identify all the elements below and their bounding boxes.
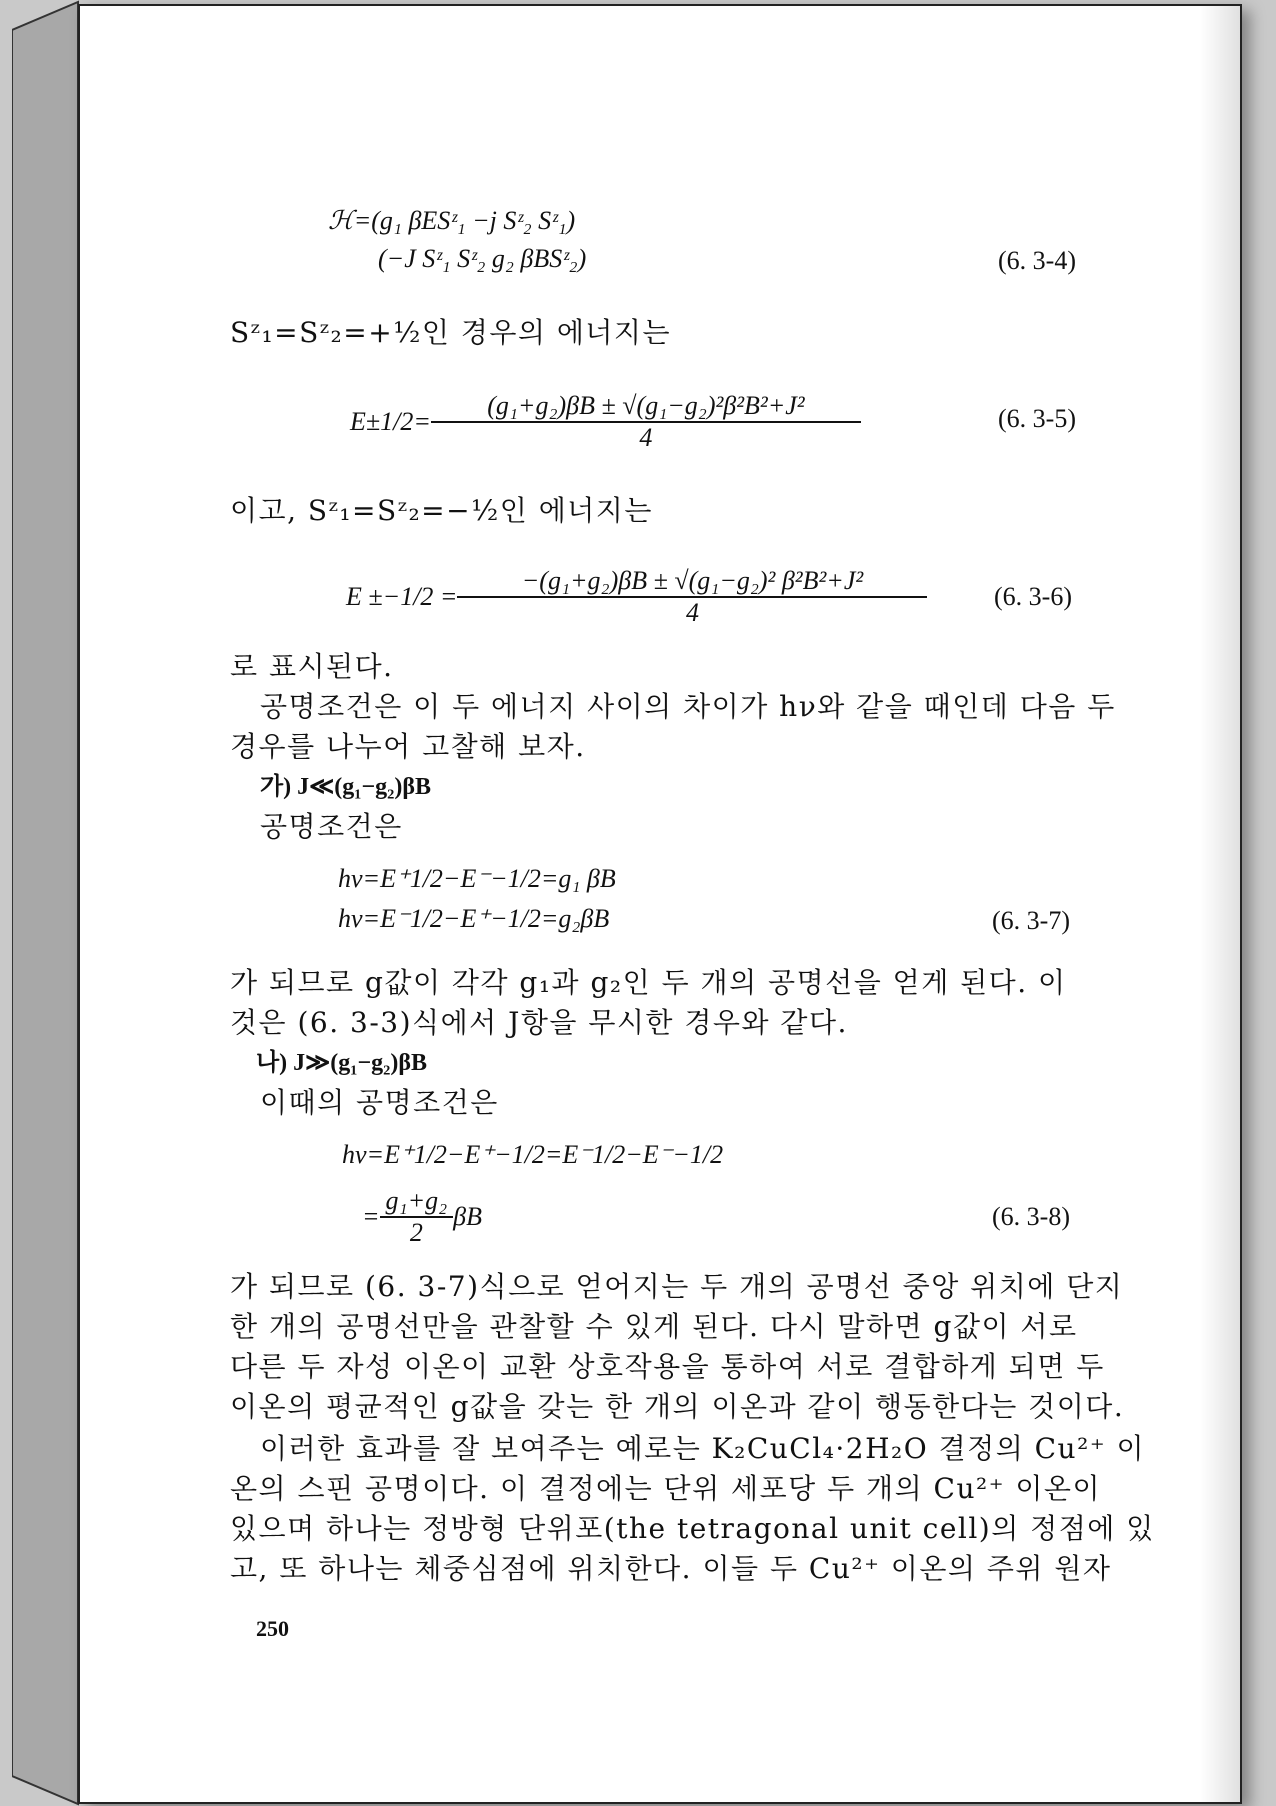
paragraph-9-line4: 고, 또 하나는 체중심점에 위치한다. 이들 두 Cu²⁺ 이온의 주위 원자 (230, 1552, 1112, 1585)
equation-6-3-4-line2: (−J Sᶻ₁ Sᶻ₂ g₂ βBSᶻ₂) (378, 244, 587, 273)
paragraph-1: Sᶻ₁=Sᶻ₂=+½인 경우의 에너지는 (230, 316, 672, 349)
equation-6-3-5 (350, 391, 861, 453)
book-spine (12, 0, 80, 1806)
paragraph-6-line2: 것은 (6. 3-3)식에서 J항을 무시한 경우와 같다. (230, 1006, 848, 1039)
paragraph-8-line4: 이온의 평균적인 g값을 갖는 한 개의 이온과 같이 행동한다는 것이다. (230, 1390, 1125, 1423)
paragraph-3: 로 표시된다. (230, 650, 394, 683)
page-edge-shade (1200, 6, 1240, 1802)
paragraph-9-line2: 온의 스핀 공명이다. 이 결정에는 단위 세포당 두 개의 Cu²⁺ 이온이 (230, 1472, 1102, 1505)
paragraph-8-line1: 가 되므로 (6. 3-7)식으로 얻어지는 두 개의 공명선 중앙 위치에 단지 (230, 1270, 1124, 1303)
equation-number-6-3-6: (6. 3-6) (994, 582, 1072, 611)
paragraph-9-line3: 있으며 하나는 정방형 단위포(the tetragonal unit cell)의 정점에 있 (230, 1512, 1155, 1545)
equation-6-3-5-numerator: (g₁+g₂)βB ± √(g₁−g₂)²β²B²+J² (431, 391, 861, 423)
equation-6-3-7-line2: hν=E⁻1/2−E⁺−1/2=g₂βB (338, 904, 610, 933)
paragraph-4-line2: 경우를 나누어 고찰해 보자. (230, 730, 586, 763)
paragraph-8-line3: 다른 두 자성 이온이 교환 상호작용을 통하여 서로 결합하게 되면 두 (230, 1350, 1105, 1383)
equation-number-6-3-4: (6. 3-4) (998, 246, 1076, 275)
equation-6-3-7-line1: hν=E⁺1/2−E⁻−1/2=g₁ βB (338, 864, 616, 893)
equation-6-3-5-fraction (431, 391, 861, 453)
equation-6-3-6-denominator: 4 (685, 598, 699, 627)
equation-6-3-8-fraction (380, 1186, 454, 1248)
book-page (78, 4, 1242, 1804)
paragraph-8-line2: 한 개의 공명선만을 관찰할 수 있게 된다. 다시 말하면 g값이 서로 (230, 1310, 1078, 1343)
equation-6-3-8-suffix: βB (453, 1202, 483, 1231)
case-a-heading: 가) J≪(g₁−g₂)βB (260, 774, 432, 800)
equation-6-3-5-denominator: 4 (639, 423, 653, 452)
equation-6-3-8-numerator: g₁+g₂ (380, 1186, 454, 1218)
equation-number-6-3-7: (6. 3-7) (992, 906, 1070, 935)
paragraph-6-line1: 가 되므로 g값이 각각 g₁과 g₂인 두 개의 공명선을 얻게 된다. 이 (230, 966, 1067, 999)
equation-6-3-6-fraction (457, 566, 927, 628)
equation-number-6-3-8: (6. 3-8) (992, 1202, 1070, 1231)
equation-6-3-8-line1: hν=E⁺1/2−E⁺−1/2=E⁻1/2−E⁻−1/2 (342, 1140, 724, 1169)
equation-6-3-6-numerator: −(g₁+g₂)βB ± √(g₁−g₂)² β²B²+J² (457, 566, 927, 598)
paragraph-2: 이고, Sᶻ₁=Sᶻ₂=−½인 에너지는 (230, 494, 653, 527)
equation-6-3-6 (346, 566, 927, 628)
equation-6-3-4-line1: ℋ=(g₁ βESᶻ₁ −j Sᶻ₂ Sᶻ₁) (328, 206, 576, 235)
case-b-heading: 나) J≫(g₁−g₂)βB (256, 1050, 428, 1076)
equation-number-6-3-5: (6. 3-5) (998, 404, 1076, 433)
equation-6-3-8-denominator: 2 (409, 1218, 423, 1247)
equation-6-3-6-lhs: E ±−1/2 = (346, 582, 458, 611)
page-number: 250 (256, 1616, 289, 1641)
equation-6-3-8-equals: = (362, 1202, 380, 1231)
paragraph-4-line1: 공명조건은 이 두 에너지 사이의 차이가 hν와 같을 때인데 다음 두 (260, 690, 1116, 723)
paragraph-5: 공명조건은 (260, 810, 403, 843)
equation-6-3-5-lhs: E±1/2= (350, 407, 431, 436)
paragraph-9-line1: 이러한 효과를 잘 보여주는 예로는 K₂CuCl₄·2H₂O 결정의 Cu²⁺ 이 (260, 1432, 1146, 1465)
equation-6-3-8-line2 (362, 1186, 482, 1248)
paragraph-7: 이때의 공명조건은 (260, 1086, 499, 1119)
